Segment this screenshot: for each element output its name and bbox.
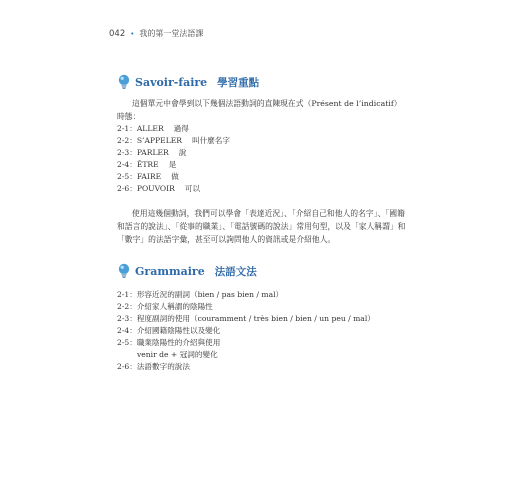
item-number: 2-3： [117,314,137,323]
item-number: 2-6： [117,184,137,193]
lightbulb-icon [117,74,131,90]
verb-name: ÊTRE [136,160,159,169]
item-text: 程度副詞的使用（couramment / très bien / bien / un peu / mal） [136,314,375,323]
section-title-en: Savoir-faire [135,75,208,89]
item-number: 2-2： [117,136,137,145]
verb-meaning: 是 [168,160,177,169]
item-number: 2-5： [117,338,137,347]
item-number: 2-3： [117,148,137,157]
item-text: 介紹家人稱謂的陰陽性 [136,302,213,311]
item-number: 2-1： [117,290,137,299]
verb-name: PARLER [136,148,169,157]
list-item [117,171,230,183]
section-title-en: Grammaire [135,264,205,278]
item-text: 形容近況的副詞（bien / pas bien / mal） [136,290,284,299]
page-header [109,28,203,39]
item-text: 職業陰陽性的介紹與使用 [136,338,221,347]
item-number: 2-4： [117,326,137,335]
list-item [117,361,375,373]
book-title: 我的第一堂法語課 [139,29,204,38]
list-item [117,289,375,301]
item-number: 2-4： [117,160,137,169]
item-number: 2-1： [117,124,137,133]
verb-meaning: 說 [178,148,187,157]
item-number: 2-2： [117,302,137,311]
header-separator: • [130,29,135,38]
list-item [117,123,230,135]
list-item [117,301,375,313]
verb-meaning: 過得 [173,124,189,133]
item-text: venir de + 冠詞的變化 [137,350,218,359]
summary-paragraph: 使用這幾個動詞，我們可以學會「表達近況」、「介紹自己和他人的名字」、「國籍和語言的說法」、「從事的職業」、「電話號碼的說法」常用句型，以及「家人稱謂」和「數字」的法語字彙，甚至可以詢問他人的資訊或是介紹他人。 [117,209,406,244]
savoir-faire-heading [117,74,259,90]
list-item [117,325,375,337]
page-number: 042 [109,28,126,39]
verb-name: S’APPELER [136,136,182,145]
item-number: 2-6： [117,362,137,371]
verb-meaning: 做 [171,172,179,181]
list-item [117,337,375,349]
verb-meaning: 可以 [184,184,201,193]
list-item [117,183,230,195]
section-title-zh: 法語文法 [214,265,257,278]
list-item [117,313,375,325]
verb-list [117,123,230,195]
intro-paragraph: 這個單元中會學到以下幾個法語動詞的直陳現在式（Présent de l’indicatif）時態： [117,99,402,121]
verb-name: ALLER [136,124,164,133]
list-item [117,147,230,159]
verb-name: POUVOIR [136,184,175,193]
grammaire-heading [117,263,257,279]
verb-meaning: 叫什麼名字 [192,136,230,145]
list-item [117,159,230,171]
verb-name: FAIRE [136,172,162,181]
item-number: 2-5： [117,172,137,181]
section-title-zh: 學習重點 [217,76,260,89]
lightbulb-icon [117,263,131,279]
list-item [117,135,230,147]
item-text: 介紹國籍陰陽性以及變化 [136,326,221,335]
grammar-list [117,289,375,373]
item-text: 法語數字的說法 [136,362,190,371]
list-item [117,349,375,361]
